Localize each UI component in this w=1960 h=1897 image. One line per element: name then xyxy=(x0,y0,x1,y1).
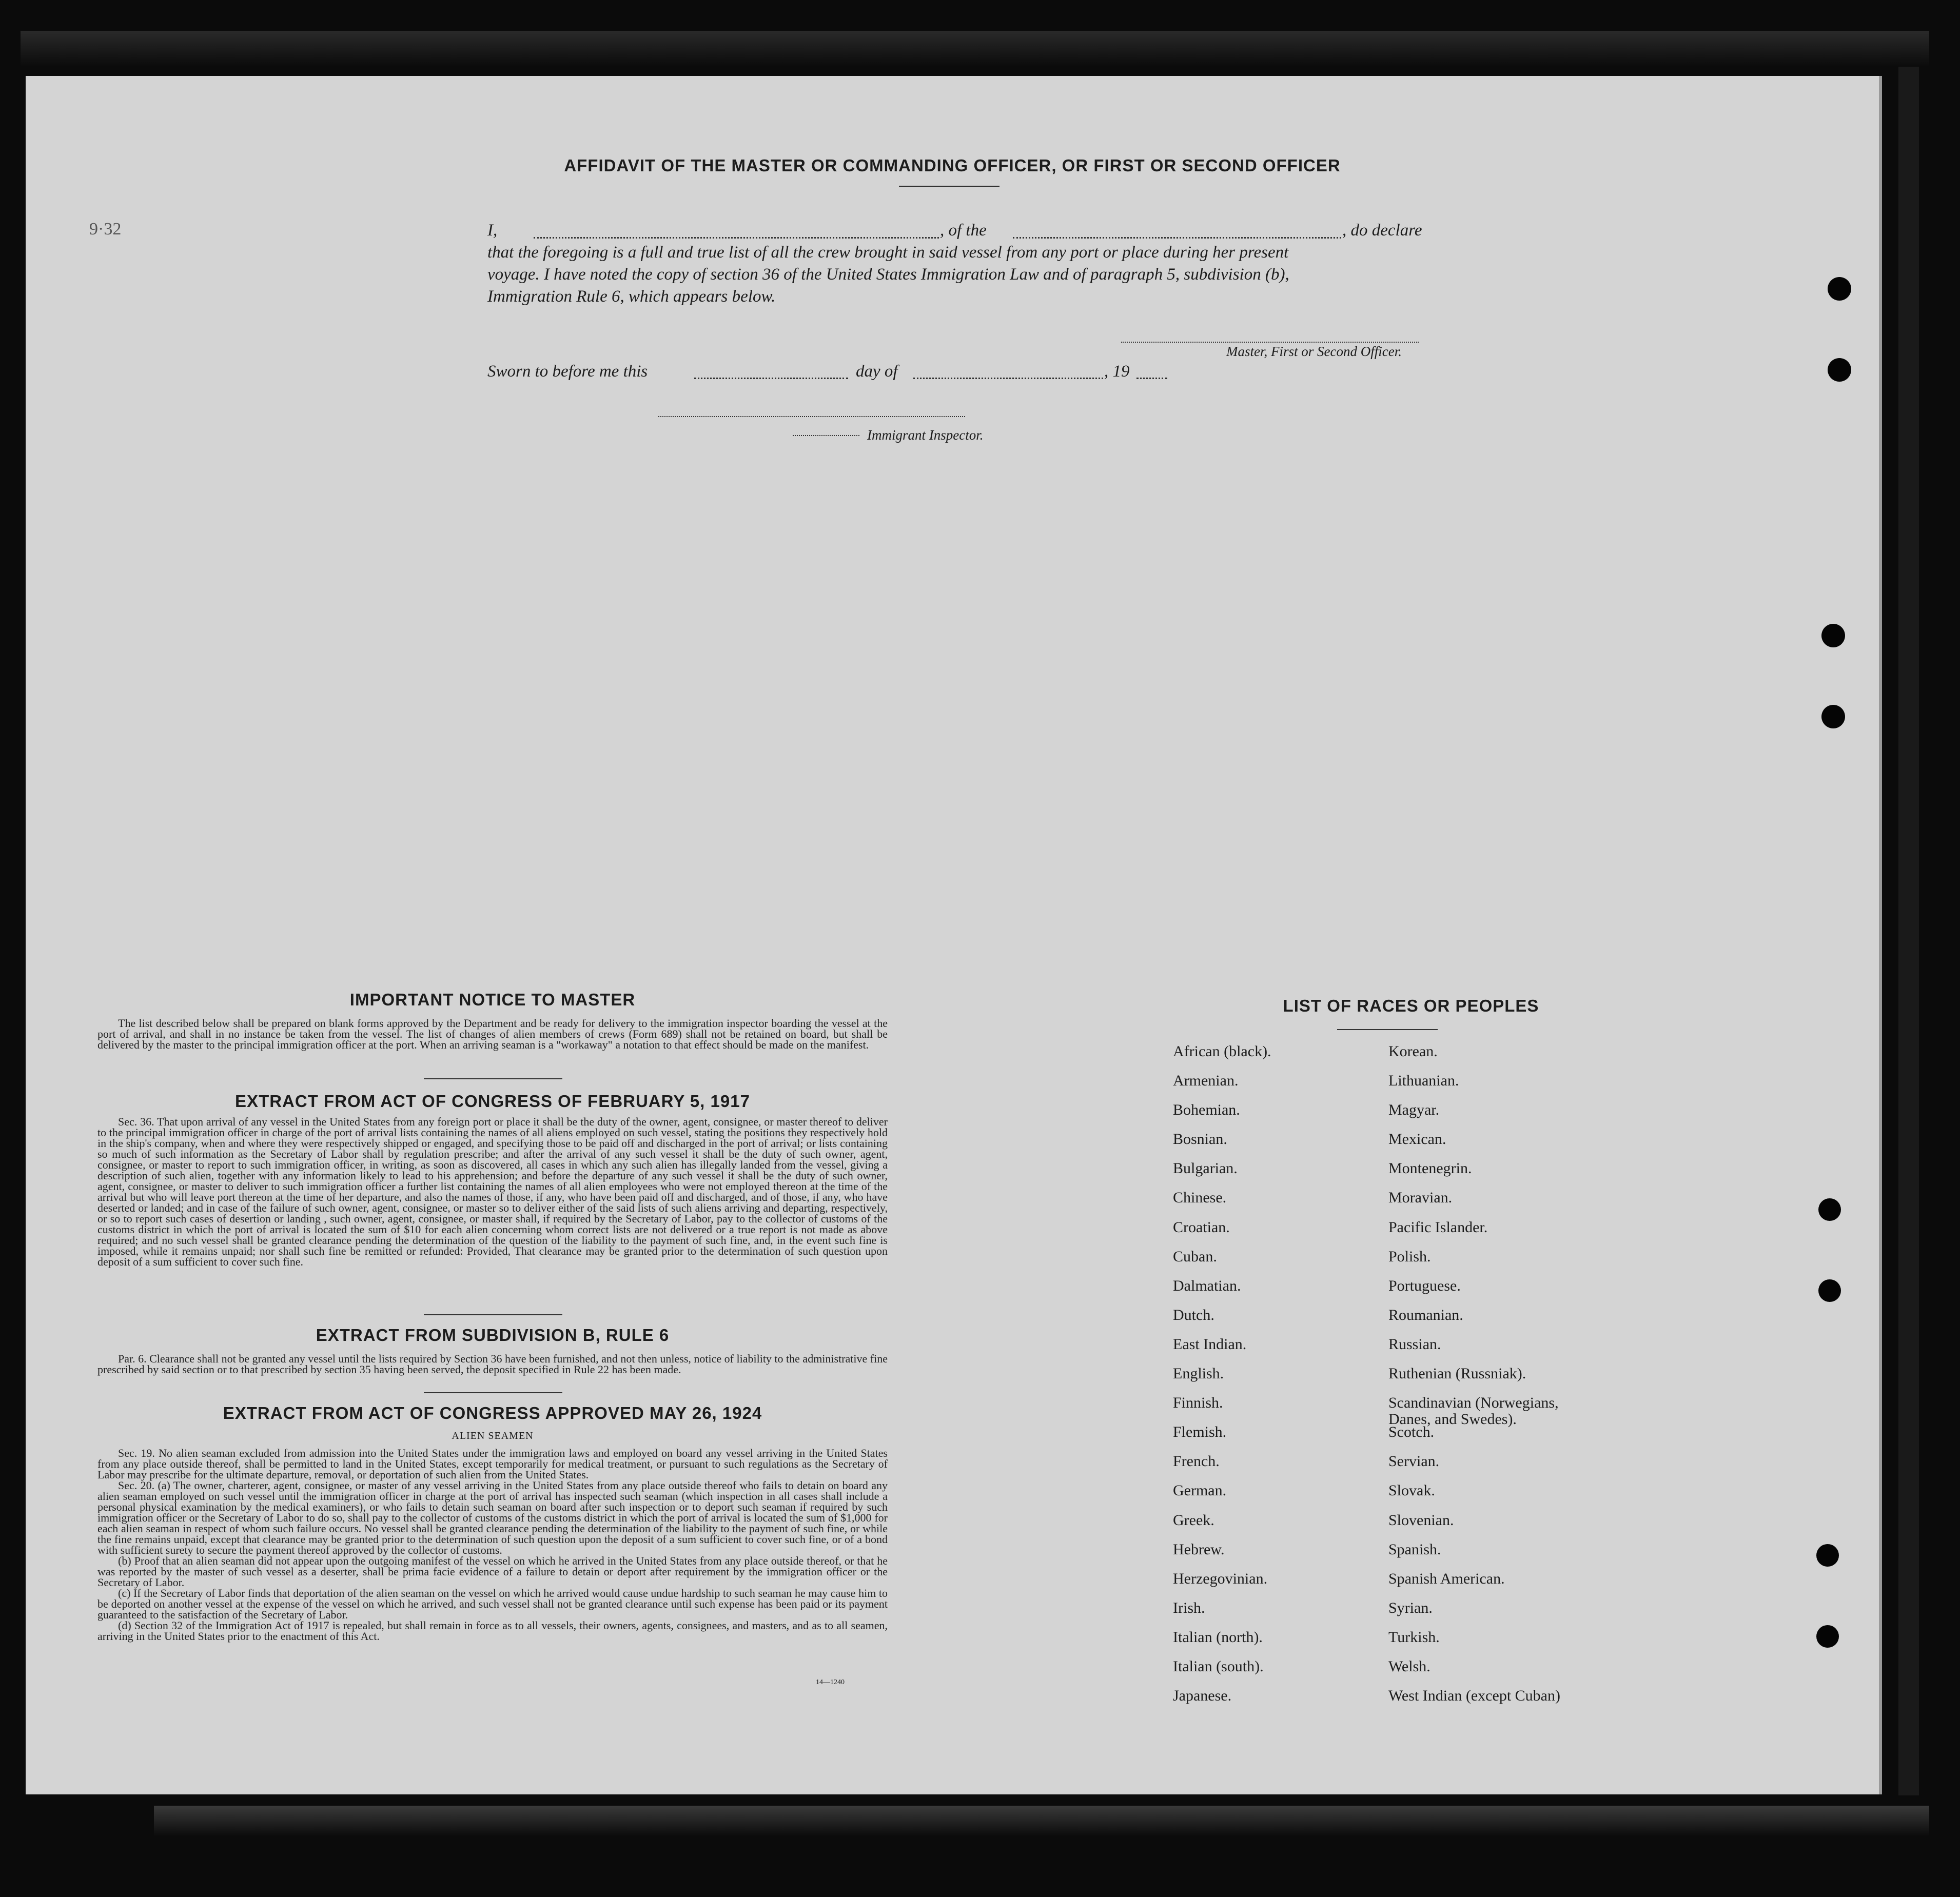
day-of-label: day of xyxy=(856,362,898,381)
declarant-name-field[interactable] xyxy=(534,237,939,239)
race-item: Croatian. xyxy=(1173,1218,1230,1236)
race-item: Flemish. xyxy=(1173,1424,1227,1441)
affidavit-declaration xyxy=(487,220,1488,308)
extract-1917-title: EXTRACT FROM ACT OF CONGRESS OF FEBRUARY 5, 1917 xyxy=(235,1092,750,1111)
race-item: Korean. xyxy=(1388,1043,1438,1060)
race-item: Italian (north). xyxy=(1173,1628,1263,1646)
race-item: Russian. xyxy=(1388,1335,1441,1353)
race-item: Turkish. xyxy=(1388,1628,1440,1646)
scan-right-edge xyxy=(1898,67,1919,1795)
race-item: Italian (south). xyxy=(1173,1657,1264,1675)
race-item: Finnish. xyxy=(1173,1394,1223,1412)
races-title: LIST OF RACES OR PEOPLES xyxy=(1283,996,1539,1015)
race-item: Greek. xyxy=(1173,1511,1214,1529)
declaration-line-2: that the foregoing is a full and true list of all the crew brought in said vessel from any port or place during her present xyxy=(487,243,1289,262)
declaration-line-4: Immigration Rule 6, which appears below. xyxy=(487,287,776,306)
race-item: Ruthenian (Russniak). xyxy=(1388,1365,1526,1382)
rule6-rule xyxy=(424,1392,562,1393)
race-item: Syrian. xyxy=(1388,1599,1433,1616)
race-item: Roumanian. xyxy=(1388,1306,1463,1323)
race-item: West Indian (except Cuban) xyxy=(1388,1687,1560,1705)
sworn-year-field[interactable] xyxy=(1136,378,1167,379)
race-item: Magyar. xyxy=(1388,1101,1440,1119)
declaration-line-3: voyage. I have noted the copy of section 36 of the United States Immigration Law and of paragraph 5, subdivision (b), xyxy=(487,265,1289,284)
rule6-title: EXTRACT FROM SUBDIVISION B, RULE 6 xyxy=(316,1326,670,1345)
rule6-body: Par. 6. Clearance shall not be granted any vessel until the lists required by Section 36 have been furnished, and not then unless, notice of liability to the administrative fine prescribed by said section or to that prescribed by section 35 having been served, the deposit specified in Rule 22 has been made. xyxy=(97,1352,888,1376)
race-item: Slovak. xyxy=(1388,1482,1435,1499)
sec19-paragraph: Sec. 19. No alien seaman excluded from admission into the United States under the immigration laws and employed on board any vessel arriving in the United States from any place outside thereof, shall be permitted to land in the United States, except temporarily for medical treatment, or pursuant to such regulations as the Secretary of Labor may prescribe for the ultimate departure, removal, or deportation of such alien from the United States. xyxy=(97,1447,888,1481)
race-item: Dalmatian. xyxy=(1173,1277,1241,1294)
affidavit-title: AFFIDAVIT OF THE MASTER OR COMMANDING OFFICER, OR FIRST OR SECOND OFFICER xyxy=(564,156,1341,175)
form-number: 14—1240 xyxy=(816,1678,845,1686)
extract-1924-title: EXTRACT FROM ACT OF CONGRESS APPROVED MAY 26, 1924 xyxy=(223,1404,762,1422)
scan-bottom-edge xyxy=(154,1806,1929,1836)
declarant-prefix: I, xyxy=(487,221,498,240)
race-item: Portuguese. xyxy=(1388,1277,1461,1294)
race-item: Chinese. xyxy=(1173,1189,1227,1207)
race-item: Mexican. xyxy=(1388,1131,1446,1148)
extract-1924-subtitle: ALIEN SEAMEN xyxy=(452,1430,534,1441)
binder-hole xyxy=(1816,1625,1839,1648)
binder-hole xyxy=(1821,705,1845,728)
race-item: East Indian. xyxy=(1173,1335,1247,1353)
binder-hole xyxy=(1828,277,1851,301)
race-item: Herzegovinian. xyxy=(1173,1570,1268,1587)
race-item: Scotch. xyxy=(1388,1424,1435,1441)
binder-hole xyxy=(1821,624,1845,647)
master-signature-label: Master, First or Second Officer. xyxy=(1226,344,1402,359)
race-item: Welsh. xyxy=(1388,1657,1430,1675)
races-rule xyxy=(1337,1029,1438,1030)
races-right-column xyxy=(1388,1043,1676,1717)
sworn-line xyxy=(487,362,1257,383)
race-item: German. xyxy=(1173,1482,1227,1499)
race-item: Servian. xyxy=(1388,1453,1440,1470)
of-the-label: , of the xyxy=(940,221,987,240)
race-item: Japanese. xyxy=(1173,1687,1232,1705)
binder-hole xyxy=(1816,1544,1839,1567)
race-item: Bulgarian. xyxy=(1173,1160,1238,1177)
races-left-column xyxy=(1173,1043,1378,1717)
inspector-label: Immigrant Inspector. xyxy=(867,427,984,443)
race-item: Irish. xyxy=(1173,1599,1205,1616)
race-item: French. xyxy=(1173,1453,1220,1470)
do-declare-label: , do declare xyxy=(1342,221,1422,240)
sec20a-paragraph: Sec. 20. (a) The owner, charterer, agent, consignee, or master of any vessel arriving in the United States from any place outside thereof who fails to detain on board any alien seaman employed on such vessel until the immigration officer in charge at the port of arrival has inspected such seaman (which inspection in all cases shall include a personal physical examination by the medical examiners), or who fails to detain such seaman on board after such inspection or to deport such seaman if required by such immigration officer or the Secretary of Labor to do so, shall pay to the collector of customs of the customs district in which the port of arrival is located the sum of $1,000 for each alien seaman in respect of whom such failure occurs. No vessel shall be granted clearance pending the determination of the liability to the payment of such fine, or while the fine remains unpaid, except that clearance may be granted prior to the determination of such question upon the deposit of a sum sufficient to cover such fine, or of a bond with sufficient surety to secure the payment thereof approved by the collector of customs. xyxy=(97,1479,888,1556)
race-item: Bosnian. xyxy=(1173,1131,1227,1148)
race-item: Slovenian. xyxy=(1388,1511,1454,1529)
race-item: Hebrew. xyxy=(1173,1540,1225,1558)
inspector-prefix-line xyxy=(793,435,859,436)
race-item: Polish. xyxy=(1388,1248,1431,1265)
race-item: Cuban. xyxy=(1173,1248,1217,1265)
race-item: Lithuanian. xyxy=(1388,1072,1459,1090)
vessel-name-field[interactable] xyxy=(1013,237,1341,239)
sec20d-paragraph: (d) Section 32 of the Immigration Act of 1917 is repealed, but shall remain in force as to all vessels, their owners, agents, consignees, and masters, and as to all seamen, arriving in the United States prior to the enactment of this Act. xyxy=(97,1619,888,1643)
race-item: Spanish. xyxy=(1388,1540,1441,1558)
race-item: Spanish American. xyxy=(1388,1570,1505,1587)
sec20c-paragraph: (c) If the Secretary of Labor finds that deportation of the alien seaman on the vessel on which he arrived would cause undue hardship to such seaman he may cause him to be deported on another vessel at the expense of the vessel on which he arrived, and such vessel shall not be granted clearance until such expense has been paid or its payment guaranteed to the satisfaction of the Secretary of Labor. xyxy=(97,1587,888,1621)
scan-top-edge xyxy=(21,31,1929,67)
race-item: English. xyxy=(1173,1365,1224,1382)
binder-hole xyxy=(1818,1279,1841,1302)
extract-1917-body: Sec. 36. That upon arrival of any vessel in the United States from any foreign port or place it shall be the duty of the owner, agent, consignee, or master thereof to deliver to the principal immigration officer in charge of the port of arrival lists containing the names of all aliens employed on such vessel, stating the positions they respectively hold in the ship's company, when and where they were respectively shipped or engaged, and specifying those to be paid off and discharged in the port of arrival; or lists containing so much of such information as the Secretary of Labor shall by regulation prescribe; and after the arrival of any such vessel it shall be the duty of such owner, agent, consignee, or master to report to such immigration officer, in writing, as soon as discovered, all cases in which any such alien has illegally landed from the vessel, giving a description of such alien, together with any information likely to lead to his apprehension; and before the departure of any such vessel it shall be the duty of such owner, agent, consignee, or master to deliver to such immigration officer a further list containing the names of all alien employees who were not employed thereon at the time of the arrival but who will leave port thereon at the time of her departure, and also the names of those, if any, who have been paid off and discharged, and of those, if any, who have deserted or landed; and in case of the failure of such owner, agent, consignee, or master so to deliver either of the said lists of such aliens arriving and departing, respectively, or so to report such cases of desertion or landing , such owner, agent, consignee, or master shall, if required by the Secretary of Labor, pay to the collector of customs of the customs district in which the port of arrival is located the sum of $10 for each alien concerning whom correct lists are not delivered or a true report is not made as above required; and no such vessel shall be granted clearance pending the determination of the question of the liability to the payment of such fine, and, in the event such fine is imposed, while it remains unpaid; nor shall such fine be remitted or refunded: Provided, That clearance may be granted prior to the determination of such question upon deposit of a sum sufficient to cover such fine. xyxy=(97,1115,888,1268)
race-item: Pacific Islander. xyxy=(1388,1218,1488,1236)
document-page xyxy=(26,76,1882,1794)
sec20b-paragraph: (b) Proof that an alien seaman did not appear upon the outgoing manifest of the vessel on which he arrived in the United States from any place outside thereof, or that he was reported by the master of such vessel as a deserter, shall be prima facie evidence of a failure to detain or deport after requirement by the immigration officer or the Secretary of Labor. xyxy=(97,1554,888,1589)
race-item: Bohemian. xyxy=(1173,1101,1240,1119)
extract-1924-body xyxy=(97,1448,888,1642)
race-item: Armenian. xyxy=(1173,1072,1239,1090)
extract-1917-rule xyxy=(424,1314,562,1315)
title-rule xyxy=(899,186,999,187)
race-item: Dutch. xyxy=(1173,1306,1214,1323)
master-signature-line[interactable] xyxy=(1121,342,1419,343)
race-item: Moravian. xyxy=(1388,1189,1453,1207)
race-item: Montenegrin. xyxy=(1388,1160,1472,1177)
notice-title: IMPORTANT NOTICE TO MASTER xyxy=(349,990,636,1009)
sworn-day-field[interactable] xyxy=(694,378,848,379)
sworn-month-field[interactable] xyxy=(913,378,1103,379)
race-item: Scandinavian (Norwegians, Danes, and Swedes). xyxy=(1388,1394,1559,1428)
binder-hole xyxy=(1828,358,1851,382)
corner-mark: 9·32 xyxy=(89,220,122,239)
notice-rule xyxy=(424,1078,562,1079)
race-item: African (black). xyxy=(1173,1043,1271,1060)
notice-body: The list described below shall be prepared on blank forms approved by the Department and be ready for delivery to the immigration inspector boarding the vessel at the port of arrival, and shall in no instance be taken from the vessel. The list of changes of alien members of crews (Form 689) shall not be retained on board, but shall be delivered by the master to the principal immigration officer at the port. When an arriving seaman is a "workaway" a notation to that effect should be made on the manifest. xyxy=(97,1017,888,1051)
sworn-label: Sworn to before me this xyxy=(487,362,648,381)
binder-hole xyxy=(1818,1198,1841,1221)
year-label: , 19 xyxy=(1104,362,1130,381)
inspector-signature-line[interactable] xyxy=(658,416,965,417)
